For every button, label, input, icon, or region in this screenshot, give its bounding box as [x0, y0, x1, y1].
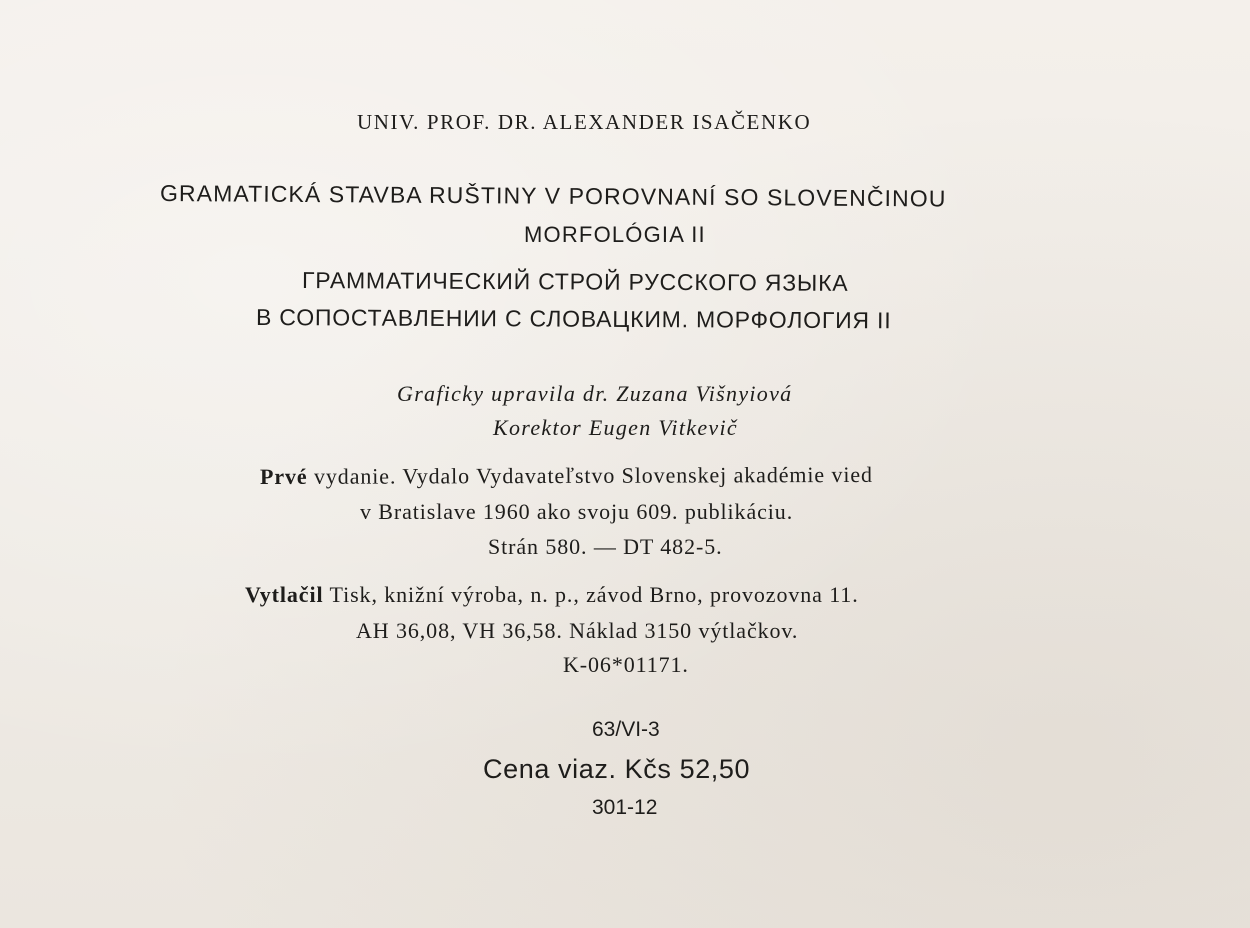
printing-line-2: AH 36,08, VH 36,58. Náklad 3150 výtlačkov. [356, 618, 799, 643]
slovak-title-line-1: GRAMATICKÁ STAVBA RUŠTINY V POROVNANÍ SO SLOVENČINOU [159, 180, 947, 212]
printing-lead-word: Vytlačil [245, 582, 324, 607]
catalog-code: 63/VI-3 [592, 718, 660, 741]
edition-line-3: Strán 580. — DT 482-5. [488, 534, 723, 559]
price-line: Cena viaz. Kčs 52,50 [483, 754, 751, 784]
printing-line-3: K-06*01171. [563, 652, 689, 677]
corrector-credit: Korektor Eugen Vitkevič [493, 415, 738, 440]
printing-line-1 [245, 582, 859, 608]
edition-line-2: v Bratislave 1960 ako svoju 609. publikáciu. [360, 499, 794, 524]
edition-line-1-text: vydanie. Vydalo Vydavateľstvo Slovenskej akadémie vied [307, 461, 873, 489]
sub-code: 301-12 [592, 796, 658, 819]
graphics-credit: Graficky upravila dr. Zuzana Višnyiová [397, 381, 793, 406]
edition-line-1 [260, 462, 873, 490]
printing-line-1-text: Tisk, knižní výroba, n. p., závod Brno, provozovna 11. [323, 582, 859, 607]
slovak-title-line-2: MORFOLÓGIA II [524, 222, 706, 247]
edition-lead-word: Prvé [259, 463, 308, 489]
author-line: UNIV. PROF. DR. ALEXANDER ISAČENKO [357, 110, 812, 134]
russian-title-line-2: В СОПОСТАВЛЕНИИ С СЛОВАЦКИМ. МОРФОЛОГИЯ II [255, 304, 892, 334]
russian-title-line-1: ГРАММАТИЧЕСКИЙ СТРОЙ РУССКОГО ЯЗЫКА [301, 267, 849, 296]
